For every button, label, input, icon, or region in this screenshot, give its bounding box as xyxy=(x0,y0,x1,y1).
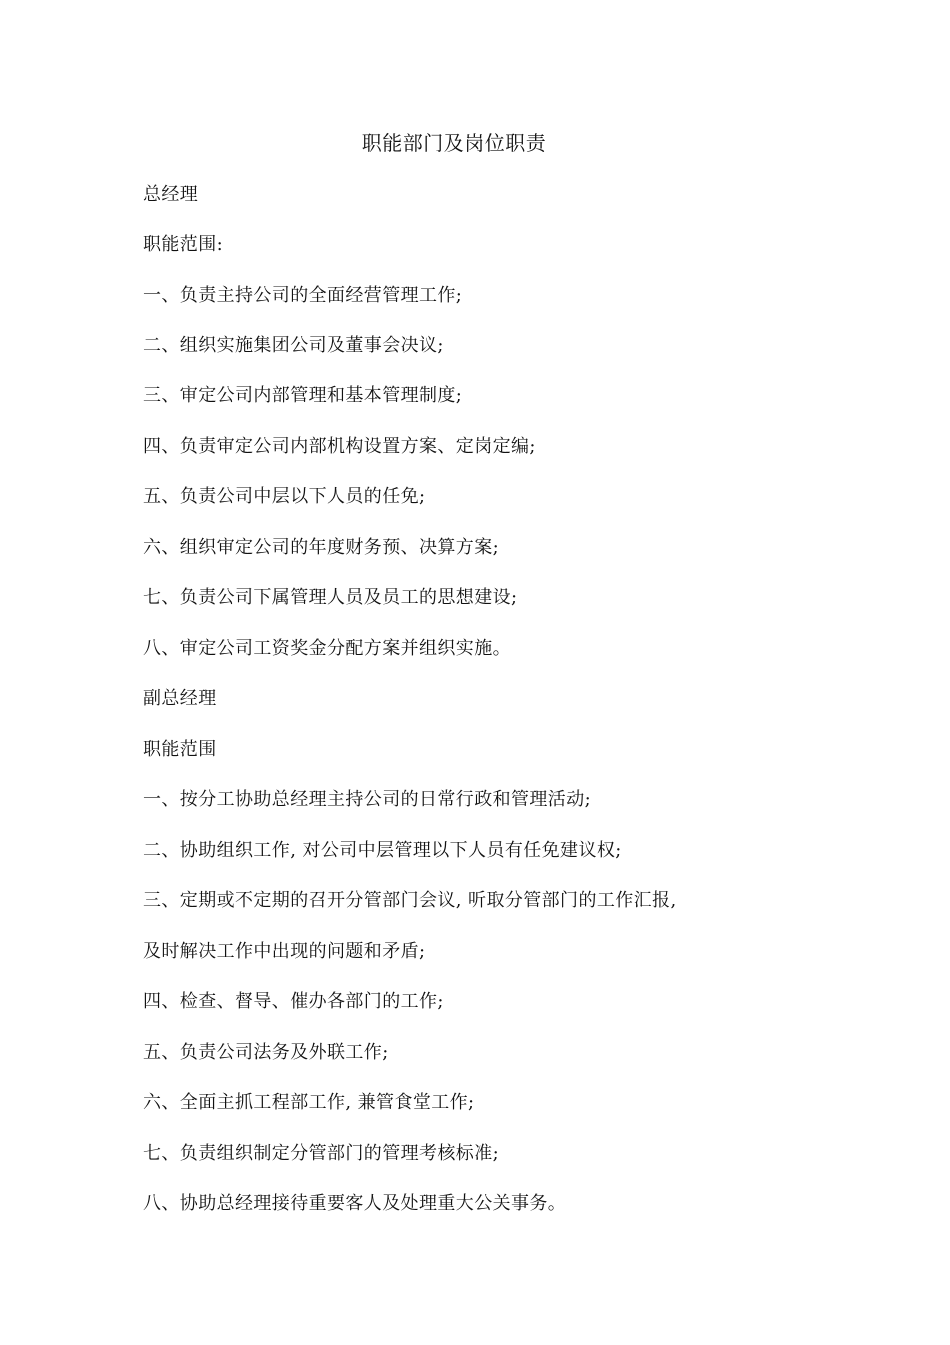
duty-item: 三、审定公司内部管理和基本管理制度; xyxy=(143,385,463,406)
duty-item: 一、负责主持公司的全面经营管理工作; xyxy=(143,285,463,306)
duty-item: 五、负责公司中层以下人员的任免; xyxy=(143,486,426,507)
duty-item: 一、按分工协助总经理主持公司的日常行政和管理活动; xyxy=(143,789,592,810)
duty-item: 四、负责审定公司内部机构设置方案、定岗定编; xyxy=(143,436,536,457)
section-heading-general-manager: 总经理 xyxy=(143,184,199,205)
duty-item: 三、定期或不定期的召开分管部门会议, 听取分管部门的工作汇报, xyxy=(143,890,677,911)
duty-item: 二、组织实施集团公司及董事会决议; xyxy=(143,335,444,356)
duty-item: 二、协助组织工作, 对公司中层管理以下人员有任免建议权; xyxy=(143,840,622,861)
scope-label: 职能范围: xyxy=(143,234,224,255)
duty-item: 四、检查、督导、催办各部门的工作; xyxy=(143,991,444,1012)
duty-item-continuation: 及时解决工作中出现的问题和矛盾; xyxy=(143,941,426,962)
duty-item: 七、负责组织制定分管部门的管理考核标准; xyxy=(143,1143,500,1164)
duty-item: 六、全面主抓工程部工作, 兼管食堂工作; xyxy=(143,1092,475,1113)
document-title: 职能部门及岗位职责 xyxy=(361,131,547,155)
duty-item: 七、负责公司下属管理人员及员工的思想建设; xyxy=(143,587,518,608)
duty-item: 五、负责公司法务及外联工作; xyxy=(143,1042,389,1063)
section-heading-deputy-general-manager: 副总经理 xyxy=(143,688,217,709)
scope-label: 职能范围 xyxy=(143,739,217,760)
duty-item: 八、审定公司工资奖金分配方案并组织实施。 xyxy=(143,638,511,659)
duty-item: 八、协助总经理接待重要客人及处理重大公关事务。 xyxy=(143,1193,567,1214)
duty-item: 六、组织审定公司的年度财务预、决算方案; xyxy=(143,537,500,558)
